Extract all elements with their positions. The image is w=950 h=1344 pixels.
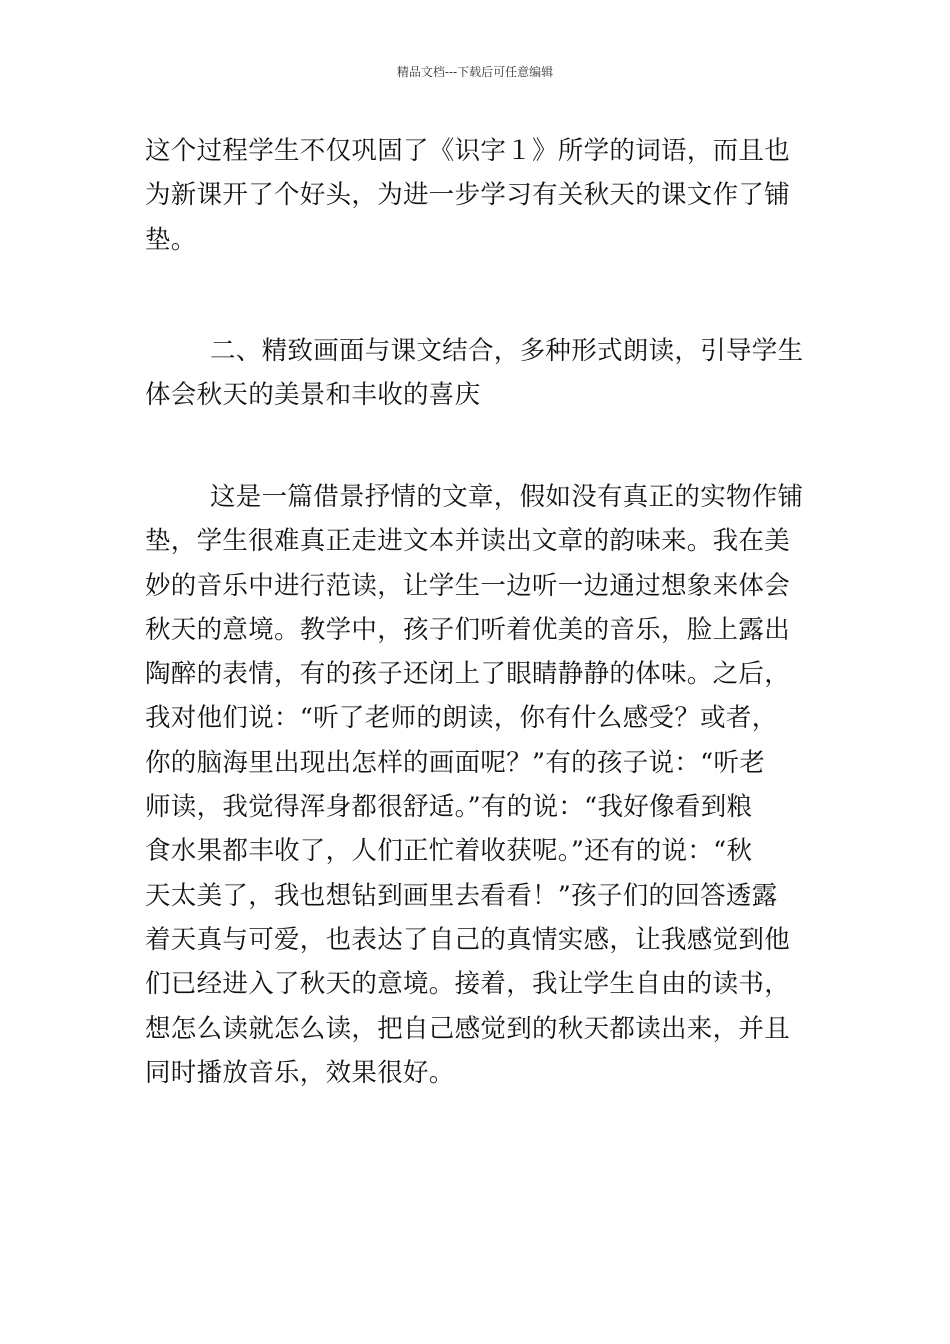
- paragraph-3: [145, 475, 807, 1095]
- paragraph-1: [145, 129, 807, 262]
- text-line: 着天真与可爱，也表达了自己的真情实感，让我感觉到他: [145, 924, 791, 955]
- text-line: 妙的音乐中进行范读，让学生一边听一边通过想象来体会: [145, 570, 791, 601]
- text-line: 们已经进入了秋天的意境。接着，我让学生自由的读书，: [145, 969, 791, 1000]
- text-line: 垫。: [145, 224, 197, 255]
- text-line: 天太美了，我也想钻到画里去看看！”孩子们的回答透露: [145, 880, 778, 911]
- text-line: 秋天的意境。教学中，孩子们听着优美的音乐，脸上露出: [145, 614, 791, 645]
- text-line: 我对他们说：“听了老师的朗读，你有什么感受？或者，: [145, 703, 778, 734]
- text-line: 同时播放音乐，效果很好。: [145, 1057, 455, 1088]
- text-line: 师读，我觉得浑身都很舒适。”有的说：“我好像看到粮: [145, 792, 753, 823]
- text-line: 这是一篇借景抒情的文章，假如没有真正的实物作铺: [210, 482, 804, 512]
- text-line: 想怎么读就怎么读，把自己感觉到的秋天都读出来，并且: [145, 1013, 791, 1044]
- text-line: 这个过程学生不仅巩固了《识字１》所学的词语，而且也: [145, 136, 791, 166]
- text-line: 食水果都丰收了，人们正忙着收获呢。”还有的说：“秋: [145, 836, 753, 867]
- text-line: 你的脑海里出现出怎样的画面呢？”有的孩子说：“听老: [145, 747, 766, 778]
- page-header: 精品文档---下载后可任意编辑: [396, 65, 554, 79]
- text-line: 体会秋天的美景和丰收的喜庆: [145, 380, 481, 411]
- text-line: 二、精致画面与课文结合，多种形式朗读，引导学生: [210, 336, 804, 366]
- text-line: 垫，学生很难真正走进文本并读出文章的韵味来。我在美: [145, 526, 791, 557]
- text-line: 为新课开了个好头，为进一步学习有关秋天的课文作了铺: [145, 180, 791, 211]
- text-line: 陶醉的表情，有的孩子还闭上了眼睛静静的体味。之后，: [145, 659, 791, 690]
- section-heading: [145, 329, 807, 418]
